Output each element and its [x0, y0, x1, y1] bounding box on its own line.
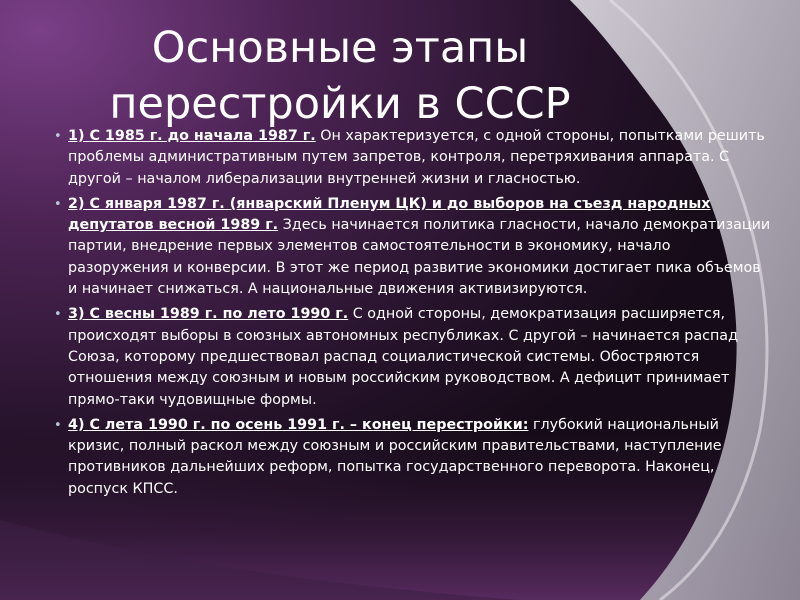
bullet-icon: • — [54, 129, 62, 144]
slide-title-line-2: перестройки в СССР — [109, 79, 571, 129]
stage-text: С одной стороны, демократизация расширяется, происходят выборы в союзных автономных республиках. С другой – начинается распад Союза, которому предшествовал распад социалистической системы. Обостряются отношения между союзным и новым российским руководством. А дефицит принимает прямо-таки чудовищные формы. — [68, 306, 738, 408]
stage-heading: 1) С 1985 г. до начала 1987 г. — [68, 128, 316, 144]
stage-text: Здесь начинается политика гласности, начало демократизации партии, внедрение первых элементов самостоятельности в экономику, начало разоружения и конверсии. В этот же период развитие экономики достигает пика объемов и начинает снижаться. А национальные движения активизируются. — [68, 217, 771, 298]
bullet-icon: • — [54, 417, 62, 433]
stage-heading: 3) С весны 1989 г. по лето 1990 г. — [68, 306, 349, 323]
slide-title-line-1: Основные этапы — [151, 23, 529, 73]
stage-item-3 — [54, 304, 774, 410]
stage-text: Он характеризуется, с одной стороны, попытками решить проблемы административным путем запретов, контроля, перетряхивания аппарата. С другой – началом либерализации внутренней жизни и гласностью. — [68, 128, 765, 187]
stages-list — [54, 126, 774, 504]
bullet-icon: • — [54, 196, 62, 212]
stage-item-1 — [54, 126, 774, 190]
stage-item-2 — [54, 194, 774, 300]
stage-text: глубокий национальный кризис, полный раскол между союзным и российским правительствами, наступление противников дальнейших реформ, попытка государственного переворота. Наконец, роспуск КПСС. — [68, 416, 722, 497]
bullet-icon: • — [54, 307, 62, 323]
stage-heading: 2) С января 1987 г. (январский Пленум ЦК) и до выборов на съезд народных депутатов весной 1989 г. — [68, 195, 711, 234]
slide-title — [60, 20, 620, 132]
stage-heading: 4) С лета 1990 г. по осень 1991 г. – конец перестройки: — [68, 416, 529, 433]
stage-item-4 — [54, 415, 774, 500]
